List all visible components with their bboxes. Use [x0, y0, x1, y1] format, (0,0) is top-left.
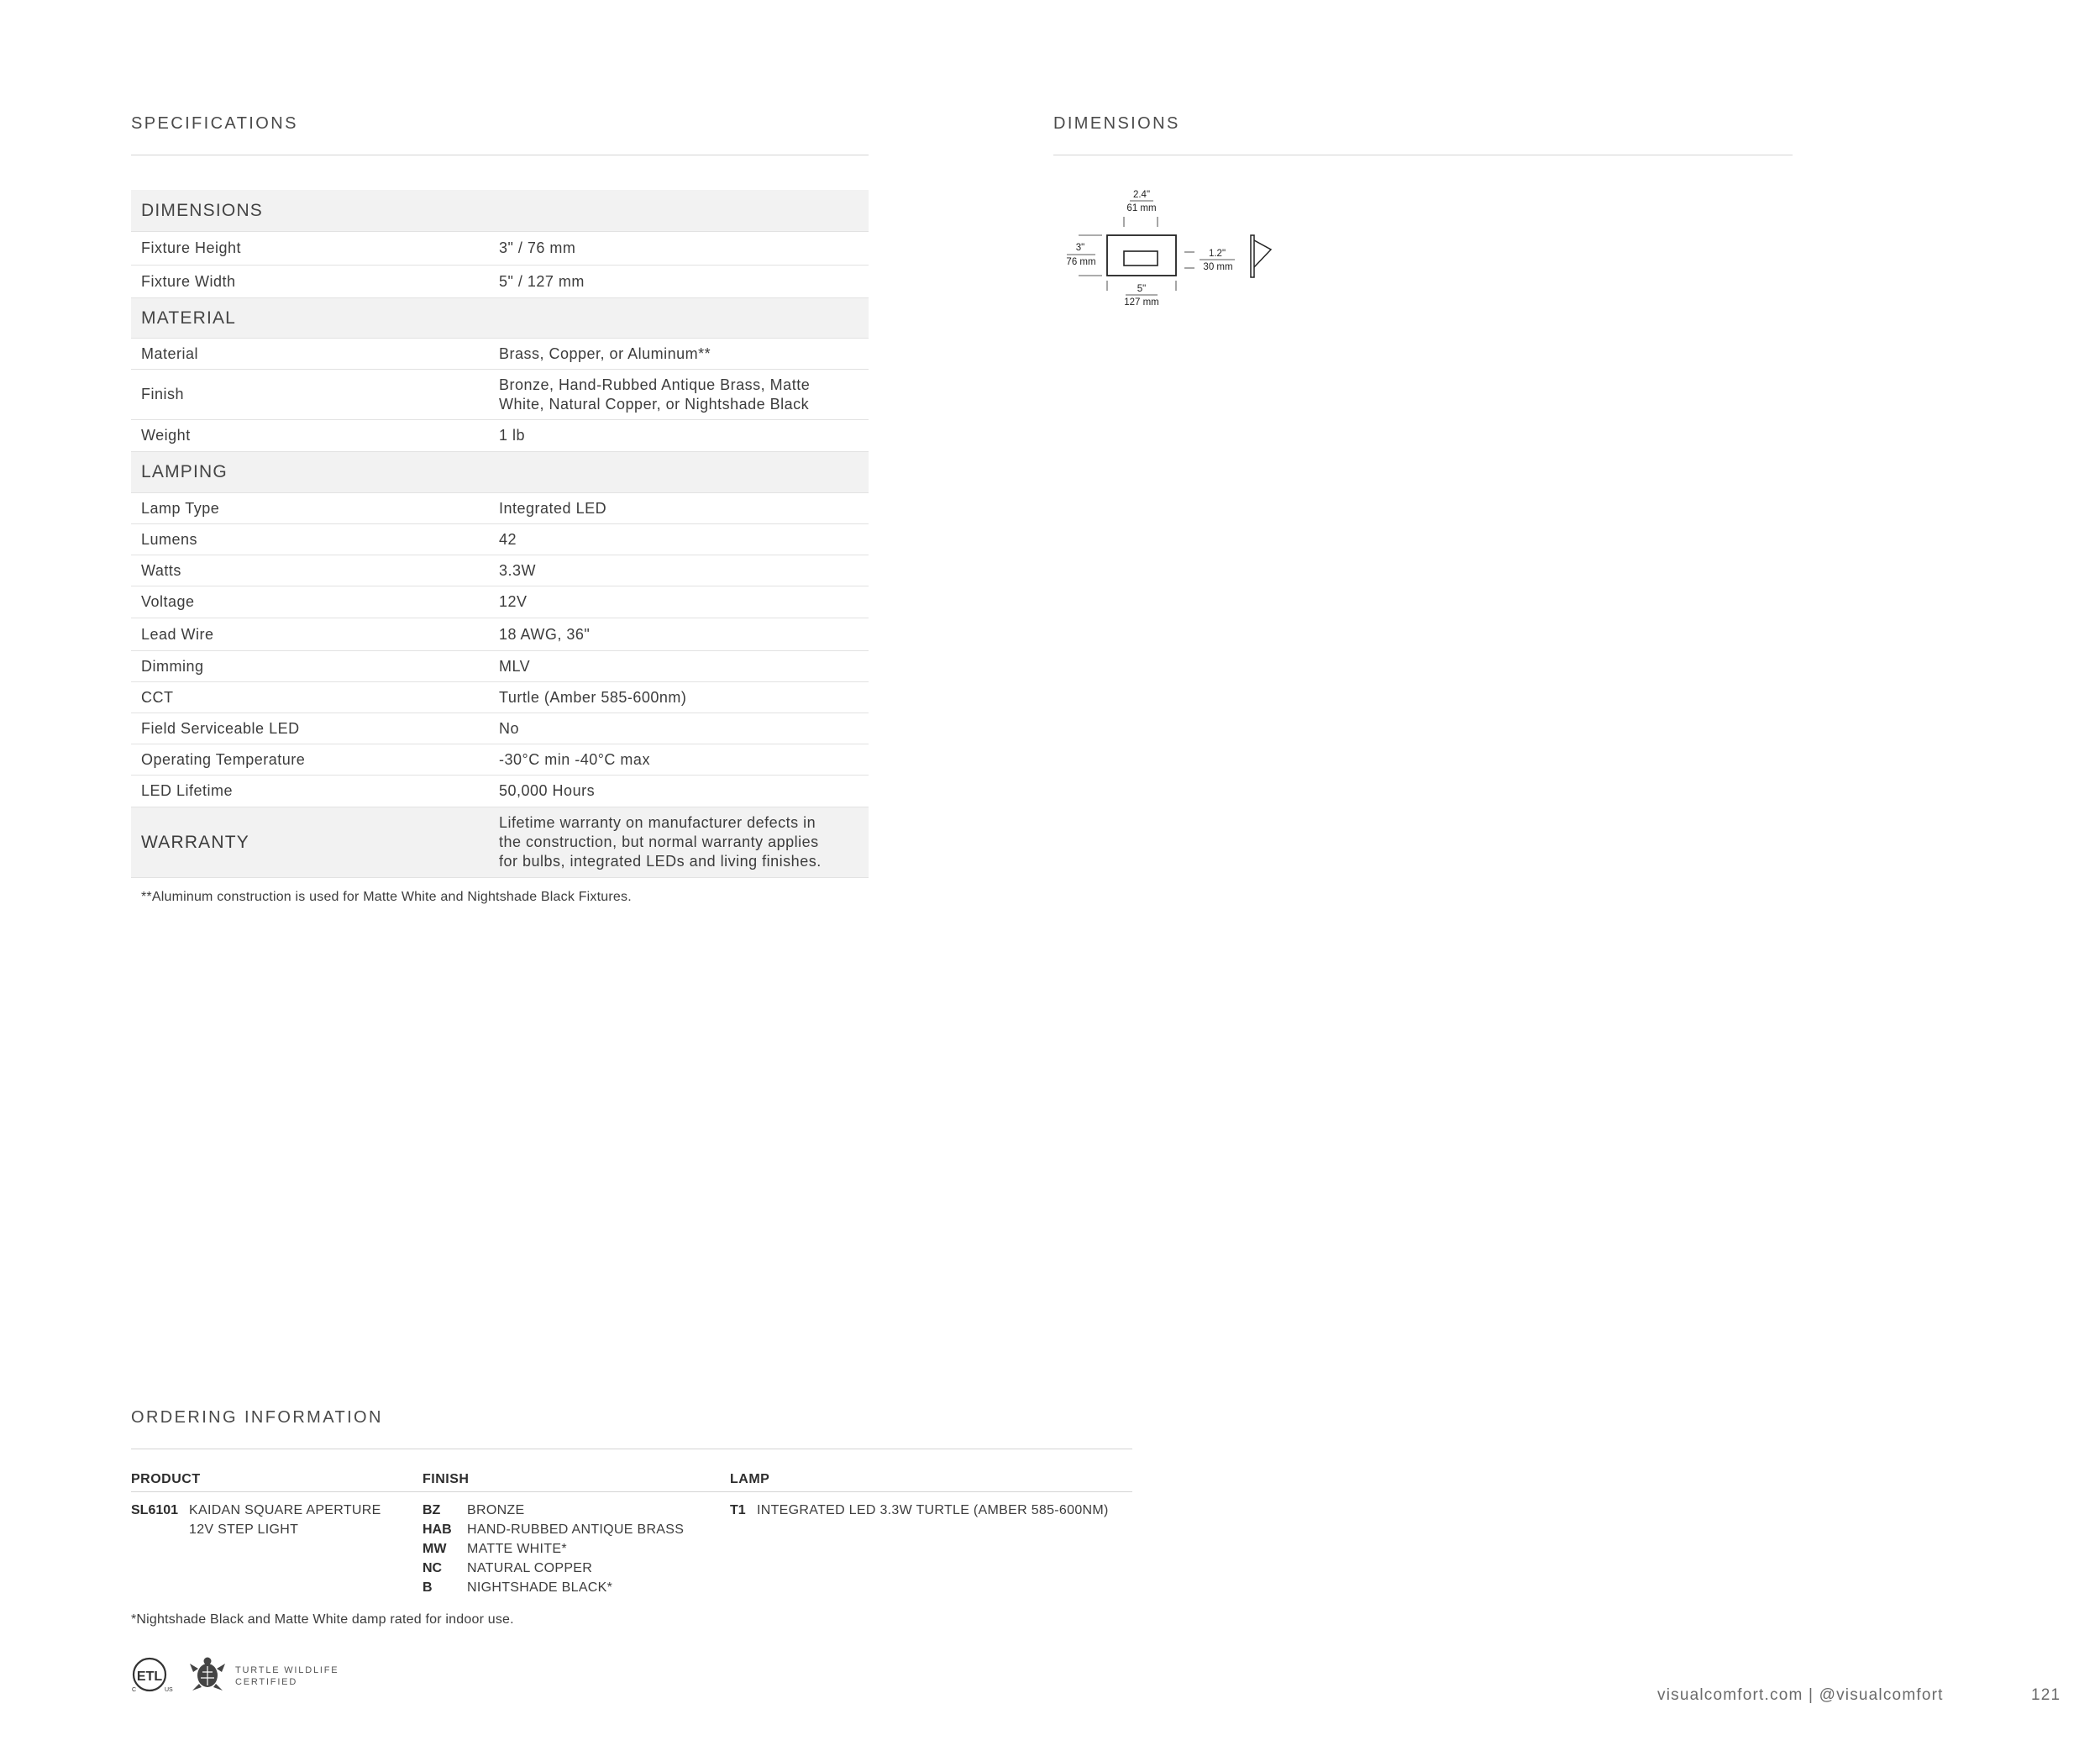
spec-row-finish: [131, 370, 869, 420]
spec-value: MLV: [499, 657, 531, 675]
spec-value: [499, 376, 869, 414]
etl-listed-logo: [129, 1657, 180, 1694]
finish-code: B: [423, 1580, 433, 1595]
fixture-side-profile: [1251, 235, 1254, 277]
turtle-head: [204, 1658, 212, 1665]
lamp-name: INTEGRATED LED 3.3W TURTLE (AMBER 585-600NM): [757, 1503, 1109, 1517]
ordering-header-finish: FINISH: [423, 1472, 470, 1486]
finish-code: HAB: [423, 1522, 452, 1537]
spec-label: Voltage: [141, 593, 195, 610]
group-heading-material: MATERIAL: [131, 298, 869, 339]
spec-value: 3.3W: [499, 561, 537, 579]
finish-name: HAND-RUBBED ANTIQUE BRASS: [467, 1522, 685, 1537]
spec-value-line: Bronze, Hand-Rubbed Antique Brass, Matte: [499, 376, 811, 393]
spec-value: 18 AWG, 36": [499, 625, 591, 643]
fixture-side-hood: [1254, 240, 1271, 267]
finish-code: NC: [423, 1561, 443, 1575]
warranty-line: Lifetime warranty on manufacturer defects in: [499, 814, 816, 831]
spec-row-lamp-type: [131, 493, 869, 524]
dimensions-title: DIMENSIONS: [1053, 114, 1180, 133]
fixture-aperture: [1124, 251, 1158, 266]
fixture-front-outline: [1107, 235, 1176, 276]
turtle-certified-line: TURTLE WILDLIFE: [235, 1665, 339, 1675]
spec-row-dimming: [131, 651, 869, 682]
group-heading-dimensions: DIMENSIONS: [131, 190, 869, 232]
spec-label: LED Lifetime: [141, 782, 234, 799]
finish-code: MW: [423, 1542, 447, 1556]
ordering-title: ORDERING INFORMATION: [131, 1408, 383, 1427]
spec-label: Dimming: [141, 657, 204, 675]
spec-row-lumens: [131, 524, 869, 555]
turtle-flipper: [217, 1664, 225, 1672]
finish-code: BZ: [423, 1503, 441, 1517]
spec-row-field-serviceable-led: [131, 713, 869, 744]
spec-label: Lead Wire: [141, 625, 214, 643]
finish-name: NATURAL COPPER: [467, 1561, 593, 1575]
spec-value: 1 lb: [499, 427, 526, 444]
spec-value: Integrated LED: [499, 499, 607, 517]
spec-label: Weight: [141, 427, 191, 444]
spec-label: Watts: [141, 561, 181, 579]
spec-row-fixture-height: [131, 232, 869, 266]
spec-value: -30°C min -40°C max: [499, 750, 650, 768]
warranty-text: [499, 813, 869, 871]
finish-name: NIGHTSHADE BLACK*: [467, 1580, 613, 1595]
spec-row-lead-wire: [131, 618, 869, 651]
turtle-flipper: [192, 1684, 202, 1691]
spec-value-line: White, Natural Copper, or Nightshade Black: [499, 395, 810, 413]
spec-label: Finish: [141, 386, 185, 402]
turtle-flipper: [213, 1684, 223, 1691]
spec-row-warranty: [131, 807, 869, 878]
spec-label: Field Serviceable LED: [141, 719, 300, 737]
dim-bottom-inches: 5": [1137, 284, 1147, 294]
lamp-code: T1: [730, 1503, 746, 1517]
page-number: 121: [2031, 1686, 2061, 1704]
spec-label: Fixture Width: [141, 272, 236, 290]
spec-row-voltage: [131, 586, 869, 618]
ordering-header-rule: [131, 1491, 1132, 1492]
product-name-line: 12V STEP LIGHT: [189, 1522, 299, 1537]
spec-row-led-lifetime: [131, 776, 869, 807]
spec-value: 42: [499, 530, 517, 548]
finish-name: MATTE WHITE*: [467, 1542, 567, 1556]
turtle-certified-text: [235, 1664, 339, 1688]
etl-us: US: [165, 1687, 173, 1693]
spec-value: 3" / 76 mm: [499, 239, 576, 256]
warranty-line: the construction, but normal warranty applies: [499, 833, 819, 850]
spec-value: Turtle (Amber 585-600nm): [499, 688, 687, 706]
turtle-certified-line: CERTIFIED: [235, 1677, 298, 1687]
dim-side-inches: 1.2": [1208, 249, 1226, 259]
turtle-flipper: [190, 1664, 198, 1672]
spec-label: Lumens: [141, 530, 198, 548]
spec-label: Fixture Height: [141, 239, 242, 256]
spec-row-weight: [131, 420, 869, 452]
spec-label: Lamp Type: [141, 499, 220, 517]
spec-label: Material: [141, 344, 199, 362]
spec-value: 5" / 127 mm: [499, 272, 585, 290]
warranty-line: for bulbs, integrated LEDs and living finishes.: [499, 853, 822, 870]
dim-side-mm: 30 mm: [1203, 262, 1233, 272]
spec-row-cct: [131, 682, 869, 713]
warranty-heading: WARRANTY: [141, 832, 249, 852]
spec-row-watts: [131, 555, 869, 586]
etl-c: C: [132, 1687, 137, 1693]
dim-top-mm: 61 mm: [1126, 203, 1157, 213]
etl-mark: ETL: [136, 1669, 163, 1684]
spec-row-material: [131, 339, 869, 370]
specifications-title: SPECIFICATIONS: [131, 114, 298, 133]
ordering-footnote: *Nightshade Black and Matte White damp rated for indoor use.: [131, 1612, 514, 1627]
spec-value: Brass, Copper, or Aluminum**: [499, 344, 711, 362]
turtle-icon: [186, 1654, 228, 1696]
spec-row-fixture-width: [131, 266, 869, 298]
product-code: SL6101: [131, 1503, 179, 1517]
spec-value: 12V: [499, 593, 528, 610]
dimension-drawing: [1060, 188, 1278, 314]
spec-label: CCT: [141, 688, 174, 706]
dim-left-inches: 3": [1075, 243, 1085, 253]
dim-bottom-mm: 127 mm: [1124, 297, 1159, 308]
spec-value: No: [499, 719, 520, 737]
group-heading-lamping: LAMPING: [131, 452, 869, 493]
specifications-footnote: **Aluminum construction is used for Matte White and Nightshade Black Fixtures.: [141, 890, 632, 904]
spec-label: Operating Temperature: [141, 750, 306, 768]
dim-top-inches: 2.4": [1132, 190, 1151, 200]
dim-left-mm: 76 mm: [1066, 257, 1096, 267]
footer-site-link[interactable]: visualcomfort.com | @visualcomfort: [1657, 1686, 1944, 1704]
specifications-table: [131, 190, 869, 878]
spec-row-operating-temperature: [131, 744, 869, 776]
ordering-header-product: PRODUCT: [131, 1472, 201, 1486]
spec-value: 50,000 Hours: [499, 782, 596, 799]
product-name-line: KAIDAN SQUARE APERTURE: [189, 1503, 381, 1517]
ordering-header-lamp: LAMP: [730, 1472, 770, 1486]
finish-name: BRONZE: [467, 1503, 525, 1517]
